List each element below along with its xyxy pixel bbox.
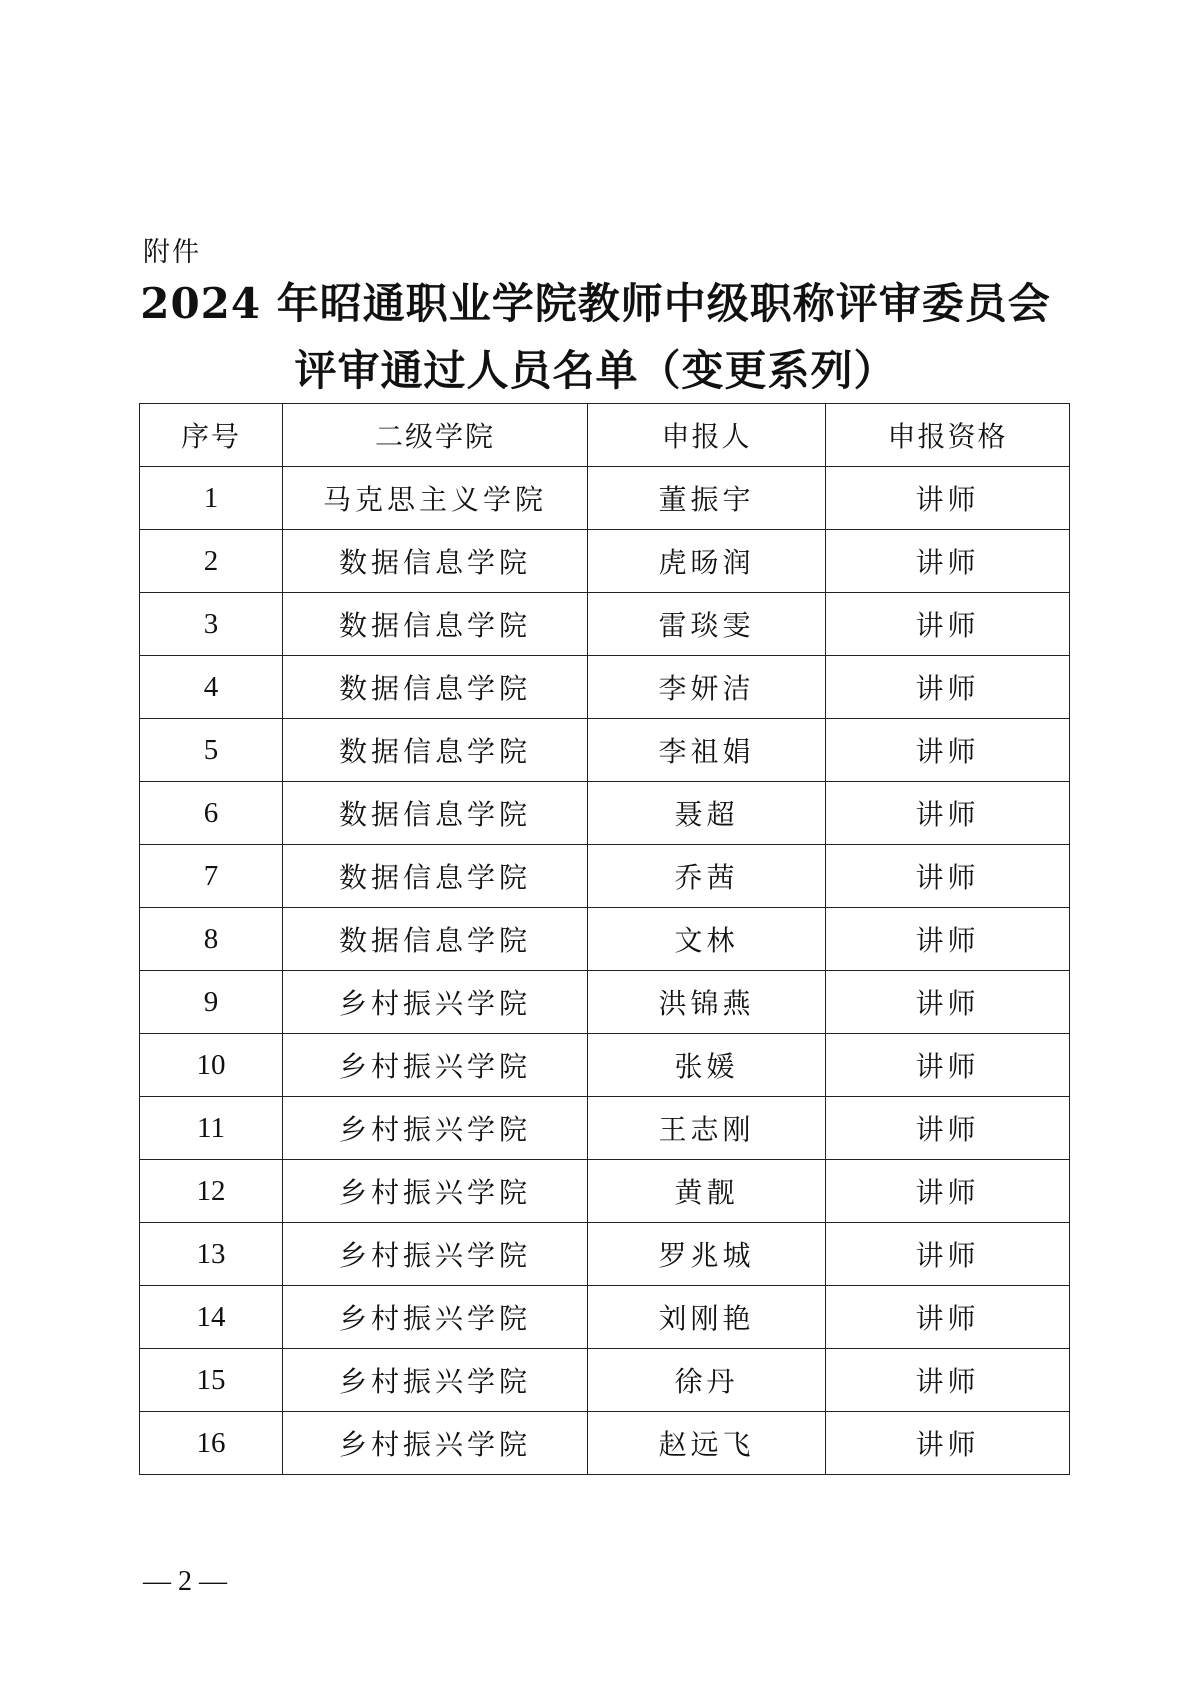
cell-applicant: 赵远飞 <box>588 1412 826 1475</box>
cell-qualification: 讲师 <box>826 593 1070 656</box>
cell-college: 乡村振兴学院 <box>283 1034 588 1097</box>
cell-college: 数据信息学院 <box>283 782 588 845</box>
cell-applicant: 文林 <box>588 908 826 971</box>
cell-number: 7 <box>140 845 283 908</box>
cell-number: 1 <box>140 467 283 530</box>
cell-number: 12 <box>140 1160 283 1223</box>
cell-college: 乡村振兴学院 <box>283 1412 588 1475</box>
table-row <box>140 908 1070 971</box>
cell-number: 8 <box>140 908 283 971</box>
cell-applicant: 李祖娟 <box>588 719 826 782</box>
table-row <box>140 845 1070 908</box>
table-row <box>140 782 1070 845</box>
cell-qualification: 讲师 <box>826 1349 1070 1412</box>
document-title-line1: 2024 年昭通职业学院教师中级职称评审委员会 <box>140 279 1051 328</box>
cell-college: 马克思主义学院 <box>283 467 588 530</box>
cell-applicant: 乔茜 <box>588 845 826 908</box>
cell-college: 数据信息学院 <box>283 908 588 971</box>
cell-applicant: 雷琰雯 <box>588 593 826 656</box>
cell-number: 15 <box>140 1349 283 1412</box>
cell-number: 5 <box>140 719 283 782</box>
cell-number: 2 <box>140 530 283 593</box>
cell-applicant: 黄靓 <box>588 1160 826 1223</box>
column-header-applicant: 申报人 <box>588 404 826 467</box>
cell-college: 数据信息学院 <box>283 530 588 593</box>
cell-qualification: 讲师 <box>826 845 1070 908</box>
table-row <box>140 1349 1070 1412</box>
page-number: — 2 — <box>143 1566 227 1597</box>
cell-number: 4 <box>140 656 283 719</box>
cell-number: 6 <box>140 782 283 845</box>
cell-number: 9 <box>140 971 283 1034</box>
cell-qualification: 讲师 <box>826 1034 1070 1097</box>
document-title-line2: 评审通过人员名单（变更系列） <box>294 346 897 395</box>
column-header-college: 二级学院 <box>283 404 588 467</box>
cell-college: 乡村振兴学院 <box>283 971 588 1034</box>
cell-applicant: 张媛 <box>588 1034 826 1097</box>
cell-college: 乡村振兴学院 <box>283 1349 588 1412</box>
table-row <box>140 656 1070 719</box>
cell-college: 乡村振兴学院 <box>283 1286 588 1349</box>
cell-applicant: 王志刚 <box>588 1097 826 1160</box>
cell-qualification: 讲师 <box>826 1286 1070 1349</box>
table-row <box>140 1160 1070 1223</box>
cell-qualification: 讲师 <box>826 467 1070 530</box>
cell-qualification: 讲师 <box>826 1412 1070 1475</box>
cell-applicant: 聂超 <box>588 782 826 845</box>
table-row <box>140 719 1070 782</box>
table-row <box>140 1412 1070 1475</box>
cell-qualification: 讲师 <box>826 1223 1070 1286</box>
table-row <box>140 1097 1070 1160</box>
approved-personnel-table <box>139 403 1070 1475</box>
table-body <box>140 467 1070 1475</box>
cell-qualification: 讲师 <box>826 908 1070 971</box>
cell-number: 14 <box>140 1286 283 1349</box>
cell-number: 13 <box>140 1223 283 1286</box>
cell-number: 10 <box>140 1034 283 1097</box>
column-header-qualification: 申报资格 <box>826 404 1070 467</box>
table-row <box>140 1286 1070 1349</box>
cell-college: 乡村振兴学院 <box>283 1223 588 1286</box>
table-row <box>140 530 1070 593</box>
cell-college: 数据信息学院 <box>283 656 588 719</box>
cell-number: 3 <box>140 593 283 656</box>
table-row <box>140 971 1070 1034</box>
cell-college: 数据信息学院 <box>283 845 588 908</box>
cell-number: 16 <box>140 1412 283 1475</box>
cell-qualification: 讲师 <box>826 719 1070 782</box>
cell-qualification: 讲师 <box>826 1097 1070 1160</box>
cell-applicant: 罗兆城 <box>588 1223 826 1286</box>
cell-qualification: 讲师 <box>826 530 1070 593</box>
table-row <box>140 593 1070 656</box>
cell-applicant: 刘刚艳 <box>588 1286 826 1349</box>
cell-applicant: 洪锦燕 <box>588 971 826 1034</box>
cell-college: 数据信息学院 <box>283 593 588 656</box>
cell-qualification: 讲师 <box>826 1160 1070 1223</box>
cell-applicant: 虎旸润 <box>588 530 826 593</box>
table-row <box>140 467 1070 530</box>
cell-applicant: 董振宇 <box>588 467 826 530</box>
cell-college: 乡村振兴学院 <box>283 1097 588 1160</box>
table-header-row <box>140 404 1070 467</box>
cell-qualification: 讲师 <box>826 971 1070 1034</box>
cell-applicant: 李妍洁 <box>588 656 826 719</box>
attachment-label: 附件 <box>143 237 201 268</box>
cell-qualification: 讲师 <box>826 782 1070 845</box>
column-header-number: 序号 <box>140 404 283 467</box>
cell-college: 乡村振兴学院 <box>283 1160 588 1223</box>
table-row <box>140 1223 1070 1286</box>
cell-qualification: 讲师 <box>826 656 1070 719</box>
cell-college: 数据信息学院 <box>283 719 588 782</box>
table-row <box>140 1034 1070 1097</box>
cell-number: 11 <box>140 1097 283 1160</box>
cell-applicant: 徐丹 <box>588 1349 826 1412</box>
